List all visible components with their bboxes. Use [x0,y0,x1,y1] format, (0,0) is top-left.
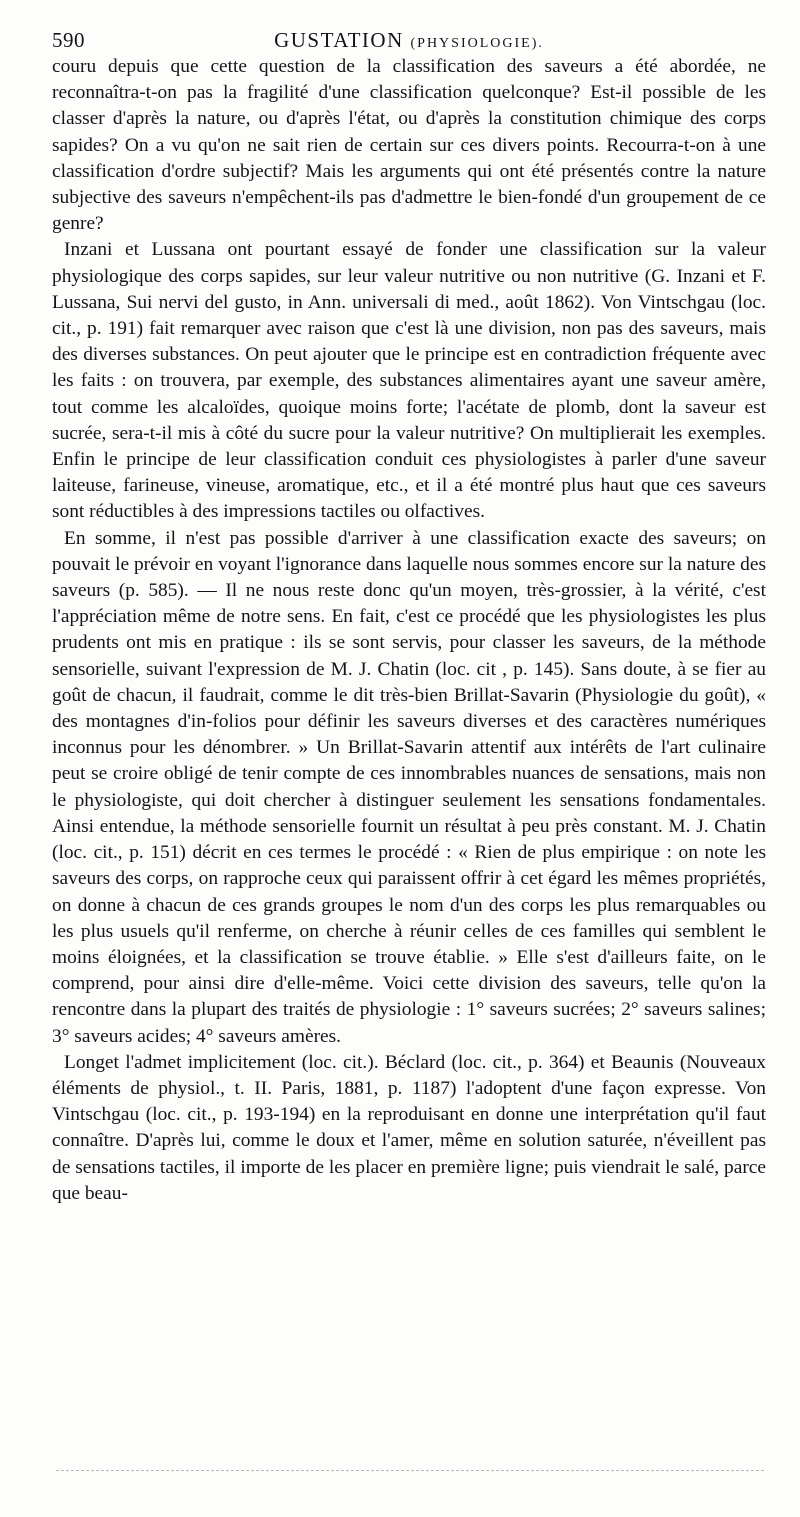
running-title-main: GUSTATION [274,28,404,52]
footer-rule [56,1470,764,1471]
body-text [52,54,766,1207]
paragraph-4: Longet l'admet implicitement (loc. cit.). Béclard (loc. cit., p. 364) et Beaunis (Nouveaux éléments de physiol., t. II. Paris, 1881, p. 1187) l'adoptent d'une façon expresse. Von Vintschgau (loc. cit., p. 193-194) en la reproduisant en donne une interprétation qu'il faut connaître. D'après lui, comme le doux et l'amer, même en solution saturée, n'éveillent pas de sensations tactiles, il importe de les placer en première ligne; puis viendrait le salé, parce que beau- [52,1051,766,1204]
page-number: 590 [52,28,85,52]
paragraph-1: couru depuis que cette question de la classification des saveurs a été abordée, ne reconnaîtra-t-on pas la fragilité d'une classification quelconque? Est-il possible de les classer d'après la nature, ou d'après l'état, ou d'après la constitution chimique des corps sapides? On a vu qu'on ne sait rien de certain sur ces divers points. Recourra-t-on à une classification d'ordre subjectif? Mais les arguments qui ont été présentés contre la nature subjective des saveurs n'empêchent-ils pas d'admettre le bien-fondé d'un groupement de ce genre? [52,56,766,235]
page-header [52,14,766,54]
running-title-sub: (PHYSIOLOGIE). [410,36,544,51]
running-title [52,28,766,53]
paragraph-3: En somme, il n'est pas possible d'arriver à une classification exacte des saveurs; on pouvait le prévoir en voyant l'ignorance dans laquelle nous sommes encore sur la nature des saveurs (p. 585). — Il ne nous reste donc qu'un moyen, très-grossier, à la vérité, c'est l'appréciation même de notre sens. En fait, c'est ce procédé que les physiologistes les plus prudents ont mis en pratique : ils se sont servis, pour classer les saveurs, de la méthode sensorielle, suivant l'expression de M. J. Chatin (loc. cit , p. 145). Sans doute, à se fier au goût de chacun, il faudrait, comme le dit très-bien Brillat-Savarin (Physiologie du goût), « des montagnes d'in-folios pour définir les saveurs diverses et des caractères numériques inconnus pour les dénombrer. » Un Brillat-Savarin attentif aux intérêts de l'art culinaire peut se croire obligé de tenir compte de ces innombrables nuances de sensations, mais non le physiologiste, qui doit chercher à distinguer seulement les sensations fondamentales. Ainsi entendue, la méthode sensorielle fournit un résultat à peu près constant. M. J. Chatin (loc. cit., p. 151) décrit en ces termes le procédé : « Rien de plus empirique : on note les saveurs des corps, on rapproche ceux qui paraissent offrir à cet égard les mêmes propriétés, on donne à chacun de ces grands groupes le nom d'un des corps les plus remarquables ou les plus usuels qu'il renferme, on cherche à réunir celles de ces familles qui semblent le moins éloignées, et la classification se trouve établie. » Elle s'est d'ailleurs faite, on le comprend, pour ainsi dire d'elle-même. Voici cette division des saveurs, telle qu'on la rencontre dans la plupart des traités de physiologie : 1° saveurs sucrées; 2° saveurs salines; 3° saveurs acides; 4° saveurs amères. [52,527,766,1047]
paragraph-2: Inzani et Lussana ont pourtant essayé de fonder une classification sur la valeur physiologique des corps sapides, sur leur valeur nutritive ou non nutritive (G. Inzani et F. Lussana, Sui nervi del gusto, in Ann. universali di med., août 1862). Von Vintschgau (loc. cit., p. 191) fait remarquer avec raison que c'est là une division, non pas des saveurs, mais des diverses substances. On peut ajouter que le principe est en contradiction fréquente avec les faits : on trouvera, par exemple, des substances alimentaires ayant une saveur amère, tout comme les alcaloïdes, quoique moins forte; l'acétate de plomb, dont la saveur est sucrée, sera-t-il mis à côté du sucre pour la valeur nutritive? On multiplierait les exemples. Enfin le principe de leur classification conduit ces physiologistes à parler d'une saveur laiteuse, farineuse, vineuse, aromatique, etc., et il a été montré plus haut que ces saveurs sont réductibles à des impressions tactiles ou olfactives. [52,239,766,523]
